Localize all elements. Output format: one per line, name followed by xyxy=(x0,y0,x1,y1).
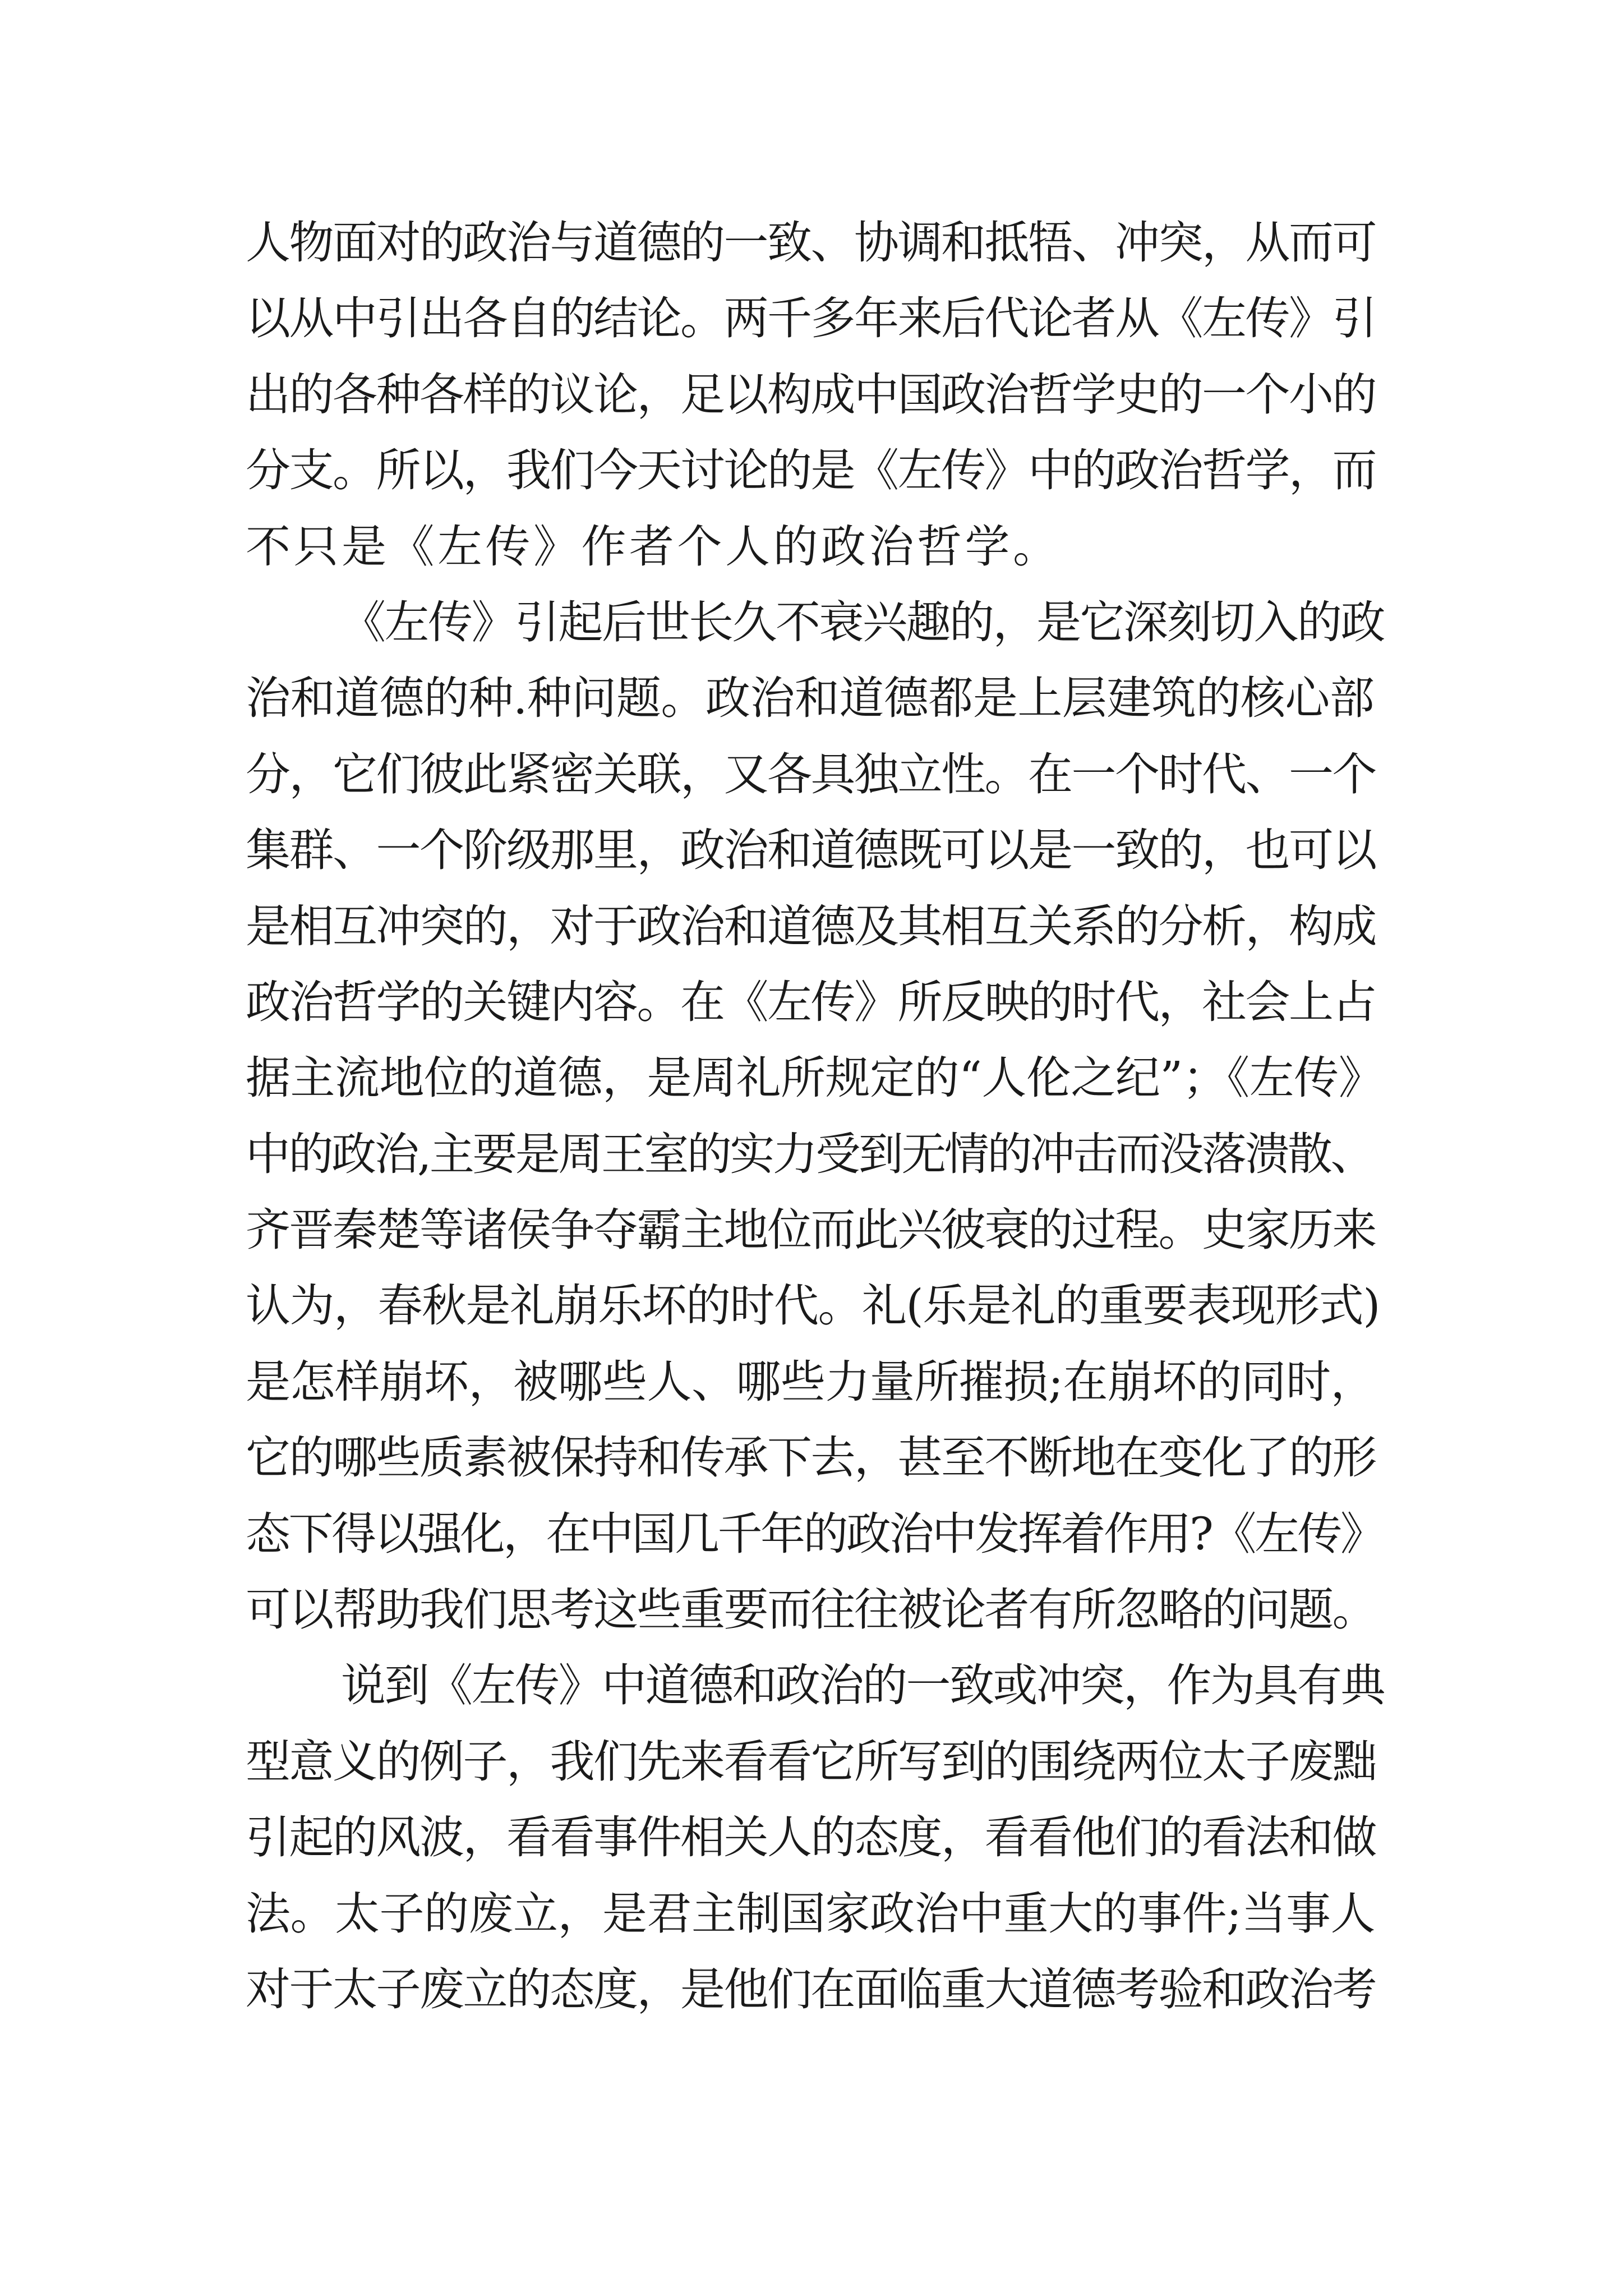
text-line: 据主流地位的道德，是周礼所规定的“人伦之纪”；《左传》 xyxy=(246,1052,1384,1105)
text-line: 人物面对的政治与道德的一致、协调和抵牾、冲突，从而可 xyxy=(246,217,1376,269)
text-line: 它的哪些质素被保持和传承下去，甚至不断地在变化了的形 xyxy=(246,1432,1376,1484)
text-line: 是怎样崩坏，被哪些人、哪些力量所摧损;在崩坏的同时， xyxy=(246,1355,1375,1408)
text-line: 可以帮助我们思考这些重要而往往被论者有所忽略的问题。 xyxy=(246,1584,1376,1636)
text-line: 是相互冲突的，对于政治和道德及其相互关系的分析，构成 xyxy=(246,900,1376,953)
text-line: 以从中引出各自的结论。两千多年来后代论者从《左传》引 xyxy=(246,292,1376,345)
text-line: 治和道德的种.种问题。政治和道德都是上层建筑的核心部 xyxy=(246,672,1375,725)
text-line: 态下得以强化，在中国几千年的政治中发挥着作用?《左传》 xyxy=(246,1507,1384,1560)
text-line: 型意义的例子，我们先来看看它所写到的围绕两位太子废黜 xyxy=(246,1735,1376,1788)
text-line: 集群、一个阶级那里，政治和道德既可以是一致的，也可以 xyxy=(246,824,1376,877)
text-line: 引起的风波，看看事件相关人的态度，看看他们的看法和做 xyxy=(246,1811,1376,1864)
text-line: 政治哲学的关键内容。在《左传》所反映的时代，社会上占 xyxy=(246,976,1376,1028)
body-text xyxy=(246,205,1384,2027)
text-line: 中的政治,主要是周王室的实力受到无情的冲击而没落溃散、 xyxy=(246,1128,1373,1180)
text-line: 《左传》引起后世长久不衰兴趣的，是它深刻切入的政 xyxy=(341,596,1384,648)
text-line: 分支。所以，我们今天讨论的是《左传》中的政治哲学，而 xyxy=(246,444,1376,497)
text-line: 对于太子废立的态度，是他们在面临重大道德考验和政治考 xyxy=(246,1963,1376,2016)
text-line: 出的各种各样的议论，足以构成中国政治哲学史的一个小的 xyxy=(246,368,1376,421)
text-line: 说到《左传》中道德和政治的一致或冲突，作为具有典 xyxy=(341,1659,1384,1712)
text-line: 认为，春秋是礼崩乐坏的时代。礼(乐是礼的重要表现形式) xyxy=(246,1280,1380,1332)
text-line: 分，它们彼此紧密关联，又各具独立性。在一个时代、一个 xyxy=(246,748,1376,800)
text-line: 齐晋秦楚等诸侯争夺霸主地位而此兴彼衰的过程。史家历来 xyxy=(246,1204,1376,1257)
text-line: 法。太子的废立，是君主制国家政治中重大的事件;当事人 xyxy=(246,1887,1375,1940)
text-line: 不只是《左传》作者个人的政治哲学。 xyxy=(246,520,1061,573)
